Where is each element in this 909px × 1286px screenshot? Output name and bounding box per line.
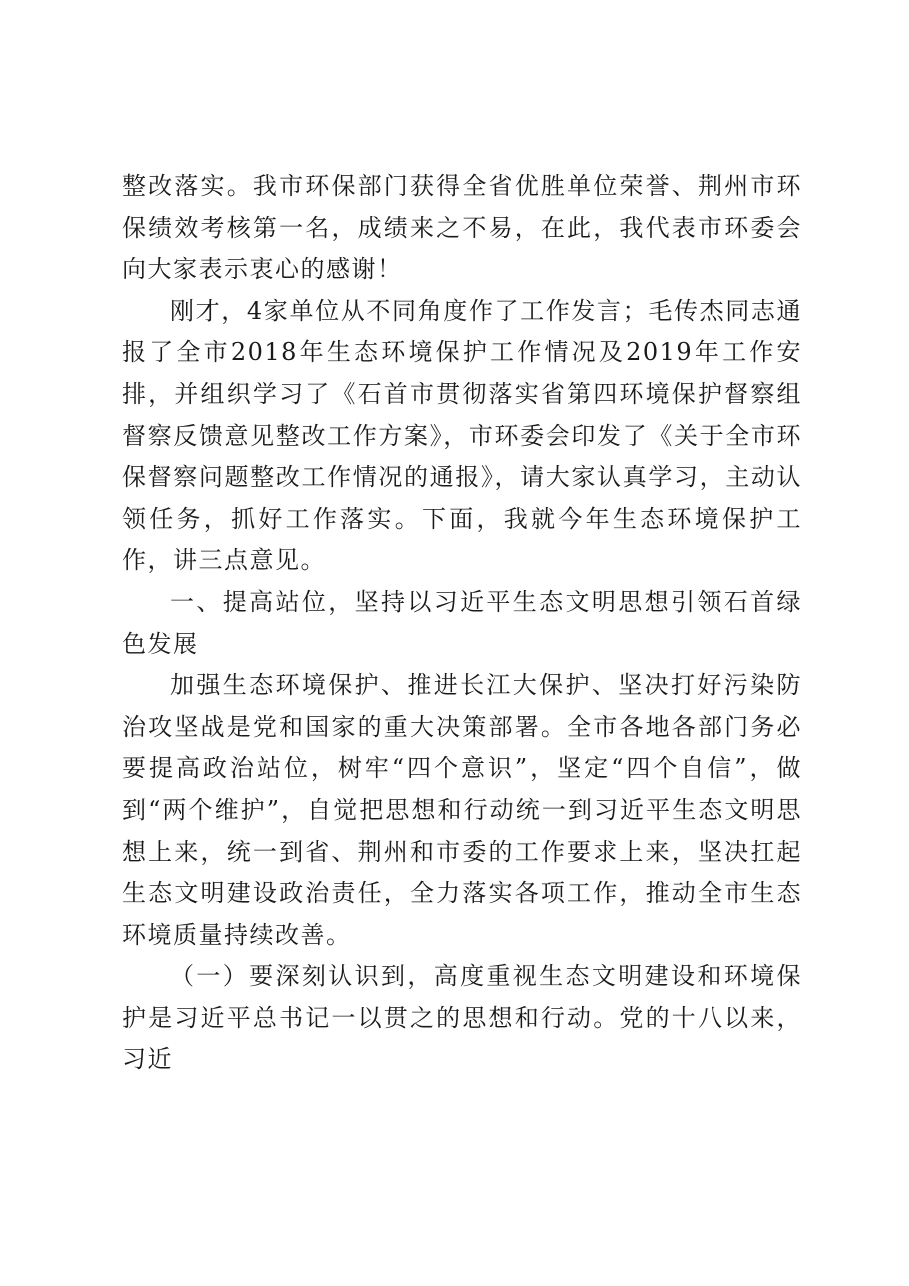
subsection-heading-1-1: （一）要深刻认识到，高度重视生态文明建设和环境保护是习近平总书记一以贯之的思想和行动。党的十八以来，习近 xyxy=(122,962,802,1074)
paragraph-continuation: 整改落实。我市环保部门获得全省优胜单位荣誉、荆州市环保绩效考核第一名，成绩来之不易，在此，我代表市环委会向大家表示衷心的感谢！ xyxy=(122,172,802,284)
paragraph-section-1-intro: 加强生态环境保护、推进长江大保护、坚决打好污染防治攻坚战是党和国家的重大决策部署。全市各地各部门务必要提高政治站位，树牢“四个意识”，坚定“四个自信”，做到“两个维护”，自觉把思想和行动统一到习近平生态文明思想上来，统一到省、荆州和市委的工作要求上来，坚决扛起生态文明建设政治责任，全力落实各项工作，推动全市生态环境质量持续改善。 xyxy=(122,671,802,949)
section-heading-1: 一、提高站位，坚持以习近平生态文明思想引领石首绿色发展 xyxy=(122,587,802,658)
document-body xyxy=(122,166,802,1081)
paragraph-meeting-summary: 刚才，4家单位从不同角度作了工作发言；毛传杰同志通报了全市2018年生态环境保护工作情况及2019年工作安排，并组织学习了《石首市贯彻落实省第四环境保护督察组督察反馈意见整改工作方案》，市环委会印发了《关于全市环保督察问题整改工作情况的通报》，请大家认真学习，主动认领任务，抓好工作落实。下面，我就今年生态环境保护工作，讲三点意见。 xyxy=(122,296,802,575)
